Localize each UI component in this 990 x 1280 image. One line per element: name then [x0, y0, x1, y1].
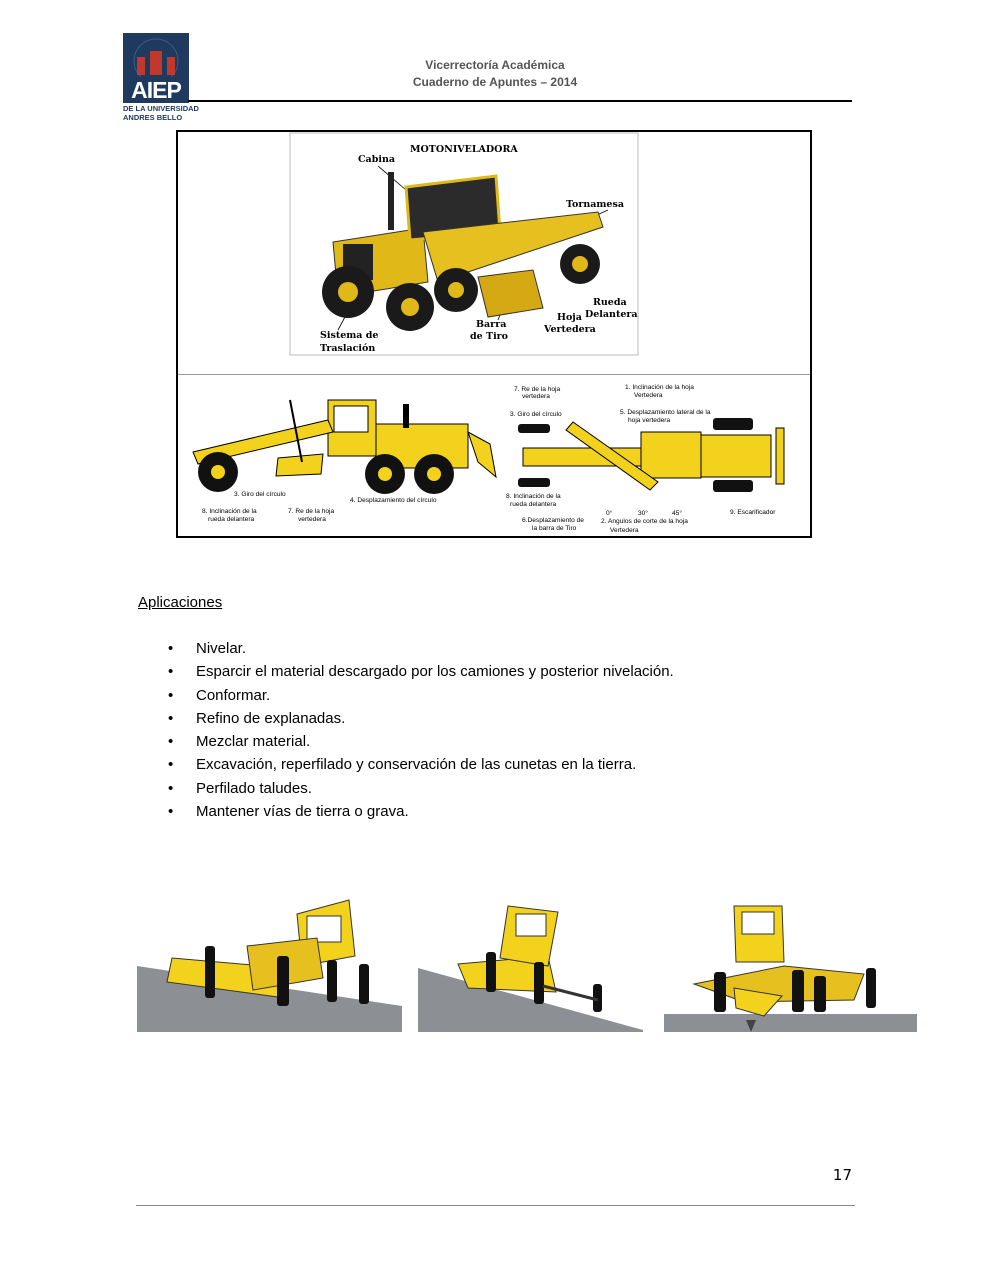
logo-subtitle: ANDRES BELLO: [123, 113, 183, 122]
bullet-icon: •: [168, 779, 174, 797]
top-label-deg45: 45°: [672, 510, 682, 517]
label-rueda: Rueda: [593, 297, 627, 308]
side-label-desplaz: 4. Desplazamiento del círculo: [350, 497, 437, 504]
top-label-desp5-a: 5. Desplazamiento lateral de la: [620, 409, 711, 416]
label-delantera: Delantera: [585, 309, 638, 320]
grader-side-view-icon: [193, 400, 496, 494]
bullet-icon: •: [168, 709, 174, 727]
footer-rule: [136, 1205, 855, 1206]
label-hoja: Hoja: [557, 312, 582, 323]
bullet-icon: •: [168, 756, 174, 774]
top-label-re-a: 7. Re de la hoja: [514, 386, 561, 393]
figure-divider: [178, 374, 810, 375]
label-de-tiro: de Tiro: [470, 331, 509, 342]
bullet-icon: •: [168, 663, 174, 681]
side-label-giro: 3. Giro del círculo: [234, 491, 286, 498]
side-label-re-a: 7. Re de la hoja: [288, 508, 335, 515]
logo-building-icon: [123, 33, 189, 77]
aiep-logo: [123, 33, 199, 122]
grader-top-view-icon: [518, 418, 784, 492]
top-label-incl8-a: 8. Inclinación de la: [506, 493, 561, 500]
label-vertedera: Vertedera: [544, 324, 596, 335]
label-tornamesa: Tornamesa: [566, 199, 624, 210]
top-label-re-b: vertedera: [522, 393, 550, 400]
section-title: Aplicaciones: [138, 594, 223, 611]
grader-ditch-scene: [664, 896, 917, 1032]
bullet-icon: •: [168, 686, 174, 704]
bullet-icon: •: [168, 803, 174, 821]
side-label-incl-b: rueda delantera: [208, 516, 255, 523]
figure-drawing: [178, 132, 810, 536]
top-label-deg0: 0°: [606, 510, 613, 517]
page-number: 17: [832, 1166, 852, 1184]
top-label-deg30: 30°: [638, 510, 648, 517]
label-traslacion: Traslación: [320, 343, 376, 354]
top-label-desp6-b: la barra de Tiro: [532, 525, 577, 532]
top-label-desp6-a: 6.Desplazamiento de: [522, 517, 584, 524]
figure-title: MOTONIVELADORA: [410, 144, 518, 155]
top-label-ang-b: Vertedera: [610, 527, 639, 534]
side-label-incl-a: 8. Inclinación de la: [202, 508, 257, 515]
top-label-desp5-b: hoja vertedera: [628, 417, 671, 424]
grader-slope-scene-2: [418, 896, 643, 1032]
bullet-icon: •: [168, 640, 174, 657]
header-line-2: Cuaderno de Apuntes – 2014: [412, 75, 578, 89]
logo-text: AIEP: [131, 77, 181, 103]
header-line-1: Vicerrectoría Académica: [425, 58, 565, 72]
top-label-giro: 3. Giro del círculo: [510, 411, 562, 418]
top-label-incl8-b: rueda delantera: [510, 501, 557, 508]
logo-subtitle: DE LA UNIVERSIDAD: [123, 104, 199, 113]
motoniveladora-figure: [176, 130, 812, 538]
bullet-icon: •: [168, 733, 174, 751]
header-rule: [188, 100, 852, 102]
side-label-re-b: vertedera: [298, 516, 326, 523]
label-cabina: Cabina: [358, 154, 396, 165]
top-label-incl1-b: Vertedera: [634, 392, 663, 399]
label-sistema: Sistema de: [320, 330, 379, 341]
label-barra: Barra: [476, 319, 507, 330]
top-label-incl1-a: 1. Inclinación de la hoja: [625, 384, 694, 391]
top-label-ang-a: 2. Angulos de corte de la hoja: [601, 518, 688, 525]
grader-slope-scene-1: [137, 896, 402, 1032]
top-label-escar: 9. Escarificador: [730, 509, 776, 516]
